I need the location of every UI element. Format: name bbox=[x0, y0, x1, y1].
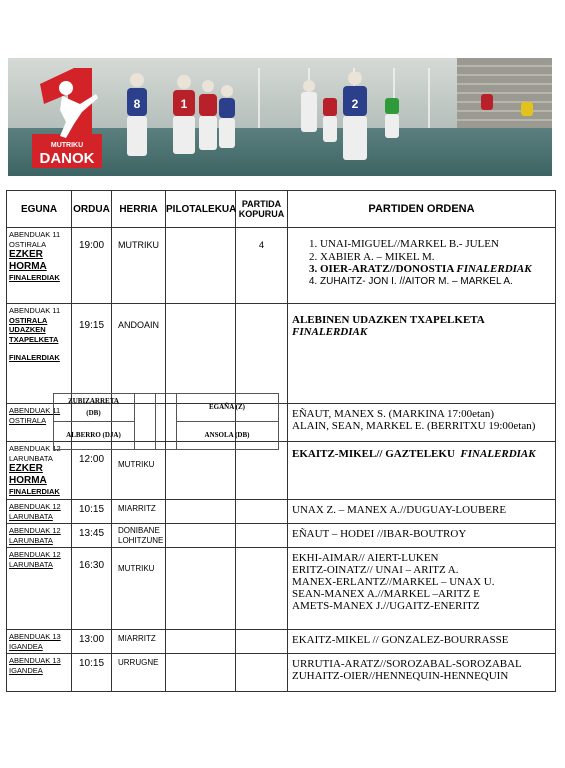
cell-count bbox=[236, 304, 288, 404]
list-item: 4. ZUHAITZ- JON I. //AITOR M. – MARKEL A. bbox=[320, 276, 551, 289]
list-item: URRUTIA-ARATZ//SOROZABAL-SOROZABAL bbox=[292, 658, 522, 670]
cell-town: URRUGNE bbox=[112, 654, 166, 692]
bracket-table bbox=[53, 393, 279, 450]
bracket-right-bottom: ANSOLA (DB) bbox=[176, 421, 278, 449]
cell-time: 12:00 bbox=[72, 442, 112, 500]
table-row bbox=[7, 500, 556, 524]
cell-town: MUTRIKU bbox=[112, 548, 166, 630]
list-item: ERITZ-OINATZ// UNAI – ARITZ A. bbox=[292, 564, 459, 576]
list-item: EKAITZ-MIKEL // GONZALEZ-BOURRASSE bbox=[292, 634, 509, 646]
cell-time: 13:45 bbox=[72, 524, 112, 548]
svg-text:DANOK: DANOK bbox=[39, 150, 95, 167]
cell-day: ABENDUAK 12 LARUNBATA bbox=[7, 548, 72, 630]
pelota-players-image bbox=[113, 68, 253, 172]
list-item: AMETS-MANEX J.//UGAITZ-ENERITZ bbox=[292, 600, 480, 612]
list-item: EKHI-AIMAR// AIERT-LUKEN bbox=[292, 552, 439, 564]
cell-day: ABENDUAK 11 OSTIRALA UDAZKEN TXAPELKETA FINALERDIAK bbox=[7, 304, 72, 404]
list-item: 3. OIER-ARATZ//DONOSTIA FINALERDIAK bbox=[320, 263, 551, 276]
cell-day: ABENDUAK 11 OSTIRALA EZKER HORMA FINALERDIAK bbox=[7, 228, 72, 304]
danok-logo bbox=[22, 64, 110, 172]
list-item: UNAX Z. – MANEX A.//DUGUAY-LOUBERE bbox=[292, 504, 507, 516]
cell-count bbox=[236, 524, 288, 548]
cell-count bbox=[236, 654, 288, 692]
table-row bbox=[7, 304, 556, 404]
cell-pilotalekua bbox=[166, 524, 236, 548]
cell-matches bbox=[288, 630, 556, 654]
cell-town: DONIBANE LOHITZUNE bbox=[112, 524, 166, 548]
group-heading: EKAITZ-MIKEL// GAZTELEKU FINALERDIAK bbox=[292, 448, 536, 460]
cell-matches bbox=[288, 654, 556, 692]
cell-matches bbox=[288, 548, 556, 630]
cell-time: 19:15 bbox=[72, 304, 112, 404]
cell-time: 16:30 bbox=[72, 548, 112, 630]
header-banner bbox=[8, 58, 552, 176]
cell-town: MIARRITZ bbox=[112, 500, 166, 524]
cell-time: 19:00 bbox=[72, 228, 112, 304]
cell-count bbox=[236, 442, 288, 500]
cell-count bbox=[236, 548, 288, 630]
pelota-players-right bbox=[293, 72, 533, 172]
schedule-table bbox=[6, 190, 556, 692]
cell-day: ABENDUAK 12 LARUNBATA EZKER HORMA FINALERDIAK bbox=[7, 442, 72, 500]
cell-pilotalekua bbox=[166, 654, 236, 692]
header-partiden-ordena: PARTIDEN ORDENA bbox=[288, 191, 556, 228]
list-item: ZUHAITZ-OIER//HENNEQUIN-HENNEQUIN bbox=[292, 670, 509, 682]
bracket-left-bottom: ALBERRO (DJA) bbox=[53, 421, 134, 449]
list-item: EÑAUT, MANEX S. (MARKINA 17:00etan) bbox=[292, 408, 495, 420]
cell-town: MUTRIKU bbox=[112, 228, 166, 304]
svg-text:1: 1 bbox=[180, 97, 188, 111]
cell-town: ANDOAIN bbox=[112, 304, 166, 404]
cell-town: MIARRITZ bbox=[112, 630, 166, 654]
header-herria: HERRIA bbox=[112, 191, 166, 228]
table-row bbox=[7, 442, 556, 500]
cell-pilotalekua bbox=[166, 500, 236, 524]
table-row bbox=[7, 548, 556, 630]
cell-matches bbox=[288, 442, 556, 500]
cell-town: MUTRIKU bbox=[112, 442, 166, 500]
bracket-left-top: ZUBIZARRETA (DB) bbox=[53, 393, 134, 421]
header-ordua: ORDUA bbox=[72, 191, 112, 228]
cell-day: ABENDUAK 11 OSTIRALA bbox=[7, 404, 72, 442]
cell-day: ABENDUAK 12 LARUNBATA bbox=[7, 524, 72, 548]
list-item: 2. XABIER A. – MIKEL M. bbox=[320, 251, 551, 264]
cell-day: ABENDUAK 12 LARUNBATA bbox=[7, 500, 72, 524]
cell-matches bbox=[288, 404, 556, 442]
svg-text:MUTRIKU: MUTRIKU bbox=[50, 142, 84, 149]
bracket-right-top: EGAÑA (Z) bbox=[176, 393, 278, 421]
cell-matches bbox=[288, 524, 556, 548]
cell-time: 10:15 bbox=[72, 654, 112, 692]
cell-day: ABENDUAK 13 IGANDEA bbox=[7, 630, 72, 654]
cell-count: 4 bbox=[236, 228, 288, 304]
cell-count bbox=[236, 500, 288, 524]
header-pilotalekua: PILOTALEKUA bbox=[166, 191, 236, 228]
list-item: ALAIN, SEAN, MARKEL E. (BERRITXU 19:00etan) bbox=[292, 420, 536, 432]
group-heading: ALEBINEN UDAZKEN TXAPELKETA FINALERDIAK bbox=[292, 314, 485, 338]
table-row bbox=[7, 228, 556, 304]
cell-pilotalekua bbox=[166, 548, 236, 630]
list-item: EÑAUT – HODEI //IBAR-BOUTROY bbox=[292, 528, 467, 540]
cell-count bbox=[236, 630, 288, 654]
header-eguna: EGUNA bbox=[7, 191, 72, 228]
header-partida-kopurua: PARTIDA KOPURUA bbox=[236, 191, 288, 228]
table-row bbox=[7, 654, 556, 692]
table-header-row bbox=[7, 191, 556, 228]
cell-matches bbox=[288, 500, 556, 524]
table-row bbox=[7, 630, 556, 654]
list-item: 1. UNAI-MIGUEL//MARKEL B.- JULEN bbox=[320, 238, 551, 251]
list-item: SEAN-MANEX A.//MARKEL –ARITZ E bbox=[292, 588, 480, 600]
cell-time: 10:15 bbox=[72, 500, 112, 524]
cell-pilotalekua bbox=[166, 442, 236, 500]
svg-text:2: 2 bbox=[351, 97, 359, 111]
cell-matches bbox=[288, 228, 556, 304]
cell-pilotalekua bbox=[166, 304, 236, 404]
list-item: MANEX-ERLANTZ//MARKEL – UNAX U. bbox=[292, 576, 495, 588]
cell-pilotalekua bbox=[166, 228, 236, 304]
table-row bbox=[7, 524, 556, 548]
svg-text:8: 8 bbox=[133, 97, 141, 111]
cell-day: ABENDUAK 13 IGANDEA bbox=[7, 654, 72, 692]
cell-pilotalekua bbox=[166, 630, 236, 654]
cell-time: 13:00 bbox=[72, 630, 112, 654]
